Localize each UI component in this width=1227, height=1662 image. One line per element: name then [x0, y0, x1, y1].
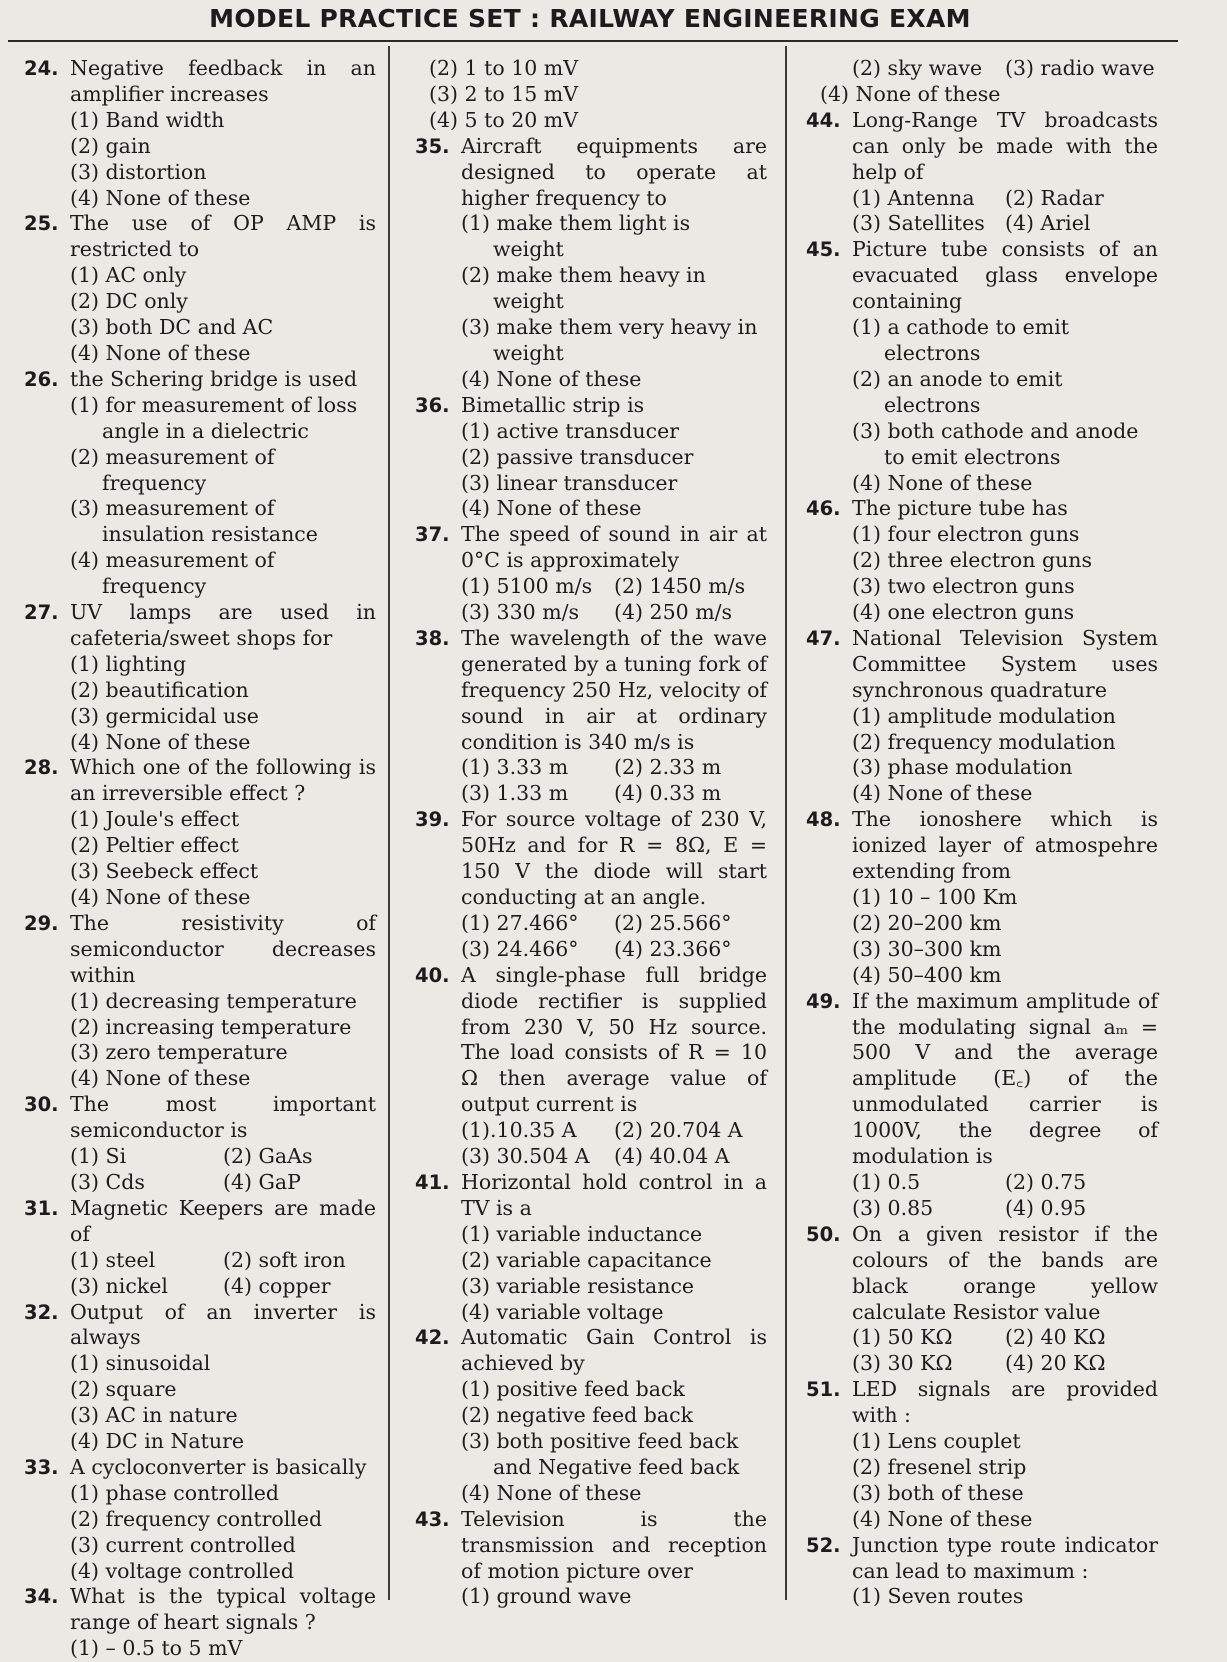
question-text: A single-phase full bridge diode rectifier is supplied from 230 V, 50 Hz source. The load consists of R = 10 Ω then average value of output current is: [461, 962, 767, 1117]
question-number: 43.: [415, 1507, 450, 1531]
option-row: [461, 755, 767, 781]
option-row: [461, 1144, 767, 1170]
question: [24, 600, 376, 652]
option: (1) Lens couplet: [852, 1429, 1021, 1454]
options: [806, 522, 1158, 626]
option: (2) 1 to 10 mV: [429, 56, 579, 80]
options: [24, 807, 376, 911]
option: (3) Cds: [70, 1169, 145, 1194]
option: (2) increasing temperature: [70, 1014, 352, 1039]
option: (1) 27.466°: [461, 910, 579, 935]
option: (4) Ariel: [1005, 211, 1091, 236]
option: (4) voltage controlled: [70, 1558, 295, 1583]
options: [415, 1584, 767, 1610]
question-item: [415, 626, 767, 807]
option: (4) 20 KΩ: [1005, 1351, 1106, 1376]
option: (2) frequency controlled: [70, 1506, 323, 1531]
question: [24, 56, 376, 108]
question-item: [415, 1507, 767, 1611]
option-row: [852, 1351, 1158, 1377]
question: [24, 1196, 376, 1248]
question-item: [415, 1325, 767, 1506]
options: [24, 989, 376, 1093]
question: [806, 626, 1158, 704]
options: [806, 1170, 1158, 1222]
question-number: 33.: [24, 1455, 59, 1479]
option: (3) 2 to 15 mV: [429, 81, 579, 106]
option-row: [806, 56, 1158, 82]
option: (1) active transducer: [461, 418, 680, 443]
question-text: A cycloconverter is basically: [70, 1454, 367, 1479]
question-text: If the maximum amplitude of the modulating signal aₘ = 500 V and the average amplitude (E꜀) of the unmodulated carrier is 1000V, the degree of modulation is: [852, 988, 1158, 1169]
option: (1) four electron guns: [852, 522, 1080, 547]
option: (4) 250 m/s: [614, 600, 733, 625]
options: [806, 1429, 1158, 1533]
option: (4) measurement of frequency: [70, 548, 275, 599]
question: [24, 755, 376, 807]
question-number: 42.: [415, 1326, 450, 1350]
question-number: 32.: [24, 1300, 59, 1324]
option: (1) Band width: [70, 107, 225, 132]
option: (4) None of these: [852, 1506, 1033, 1531]
column-3: [806, 56, 1158, 1610]
column-1: [24, 56, 376, 1662]
question-item: [24, 1092, 376, 1196]
question-number: 27.: [24, 601, 59, 625]
option: (2) beautification: [70, 677, 249, 702]
question-text: Long-Range TV broadcasts can only be made with the help of: [852, 107, 1158, 184]
option: (3) phase modulation: [852, 755, 1073, 780]
question: [806, 989, 1158, 1170]
option: (2) measurement of frequency: [70, 444, 275, 495]
option: (4) None of these: [461, 366, 642, 391]
option: (3) variable resistance: [461, 1273, 695, 1298]
question-number: 46.: [806, 497, 841, 521]
option: (3) AC in nature: [70, 1403, 238, 1428]
option: (4) None of these: [70, 340, 251, 365]
question-number: 35.: [415, 134, 450, 158]
option: (3) 330 m/s: [461, 600, 580, 625]
question-number: 28.: [24, 756, 59, 780]
option: (2) fresenel strip: [852, 1454, 1027, 1479]
question-text: On a given resistor if the colours of the bands are black orange yellow calculate Resistor value: [852, 1221, 1158, 1324]
option-row: [461, 600, 767, 626]
options: [24, 1636, 376, 1662]
question-text: Bimetallic strip is: [461, 392, 645, 417]
option: (4) None of these: [852, 781, 1033, 806]
question-text: The ionoshere which is ionized layer of atmospehre extending from: [852, 807, 1158, 884]
option: (3) 30–300 km: [852, 936, 1002, 961]
options: [415, 1222, 767, 1326]
question: [415, 134, 767, 212]
question: [806, 1377, 1158, 1429]
option-row: [70, 1144, 376, 1170]
question: [24, 1092, 376, 1144]
option: (3) make them very heavy in weight: [461, 315, 758, 365]
options: [24, 1351, 376, 1455]
question-text: For source voltage of 230 V, 50Hz and for R = 8Ω, E = 150 V the diode will start conducting at an angle.: [461, 807, 767, 909]
options: [415, 574, 767, 626]
question-number: 51.: [806, 1378, 841, 1402]
option: (2) 20.704 A: [614, 1118, 743, 1143]
option: (3) Seebeck effect: [70, 859, 259, 884]
question-item: [24, 600, 376, 755]
question: [24, 1455, 376, 1481]
question-number: 49.: [806, 989, 841, 1013]
question-item: [415, 134, 767, 393]
option: (2) make them heavy in weight: [461, 263, 706, 314]
option: (2) 40 KΩ: [1005, 1325, 1106, 1350]
question-item: [24, 755, 376, 910]
option: (2) 0.75: [1005, 1169, 1087, 1194]
question-text: Which one of the following is an irreversible effect ?: [70, 755, 376, 806]
question-item: [24, 56, 376, 211]
option: (1) make them light is weight: [461, 211, 691, 262]
option: (2) negative feed back: [461, 1403, 693, 1428]
question-text: Television is the transmission and reception of motion picture over: [461, 1506, 767, 1583]
question: [415, 1325, 767, 1377]
question-item: [415, 807, 767, 962]
question-text: Horizontal hold control in a TV is a: [461, 1169, 767, 1220]
question-number: 48.: [806, 808, 841, 832]
option-row: [461, 574, 767, 600]
options: [24, 652, 376, 756]
question-item: [415, 963, 767, 1170]
option: (2) 20–200 km: [852, 910, 1002, 935]
option-row: [852, 1325, 1158, 1351]
question-number: 45.: [806, 238, 841, 262]
option: (2) square: [70, 1377, 177, 1402]
option: (1) – 0.5 to 5 mV: [70, 1636, 243, 1661]
question-text: Negative feedback in an amplifier increases: [70, 56, 376, 106]
column-divider: [388, 46, 390, 1600]
option-row: [852, 186, 1158, 212]
options: [24, 1481, 376, 1585]
question-number: 47.: [806, 626, 841, 650]
question: [415, 626, 767, 756]
option: (2) sky wave: [852, 56, 983, 80]
question-text: Picture tube consists of an evacuated glass envelope containing: [852, 237, 1158, 314]
option: (1) AC only: [70, 263, 187, 288]
option: (2) an anode to emit electrons: [852, 366, 1063, 417]
question-number: 25.: [24, 212, 59, 236]
option: (3) nickel: [70, 1273, 168, 1298]
question-item: [806, 108, 1158, 238]
question-item: [24, 1584, 376, 1662]
option: (2) 25.566°: [614, 910, 732, 935]
question-text: UV lamps are used in cafeteria/sweet shops for: [70, 600, 376, 650]
option: (4) GaP: [223, 1169, 301, 1194]
option: (3) Satellites: [852, 211, 985, 236]
question-number: 26.: [24, 367, 59, 391]
question: [24, 1300, 376, 1352]
option: (1) 50 KΩ: [852, 1325, 953, 1350]
question-number: 29.: [24, 911, 59, 935]
question-item: [806, 1377, 1158, 1532]
question-text: Magnetic Keepers are made of: [70, 1195, 376, 1246]
option: (1) ground wave: [461, 1584, 632, 1609]
option: (4) 50–400 km: [852, 962, 1002, 987]
option-row: [70, 1248, 376, 1274]
option: (3) measurement of insulation resistance: [70, 496, 318, 547]
option: (3) two electron guns: [852, 574, 1075, 599]
question: [806, 237, 1158, 315]
option: (3) zero temperature: [70, 1040, 288, 1065]
option: (2) variable capacitance: [461, 1247, 712, 1272]
page-title: MODEL PRACTICE SET : RAILWAY ENGINEERING EXAM: [209, 4, 971, 33]
question-number: 52.: [806, 1533, 841, 1557]
option-row: [461, 781, 767, 807]
question-text: The resistivity of semiconductor decreases within: [70, 910, 376, 987]
question-number: 24.: [24, 57, 59, 80]
option: (1) amplitude modulation: [852, 703, 1116, 728]
question: [806, 807, 1158, 885]
question-number: 38.: [415, 626, 450, 650]
question-item: [806, 626, 1158, 807]
options: [806, 186, 1158, 238]
option: (4) 23.366°: [614, 936, 732, 961]
option: (4) 0.95: [1005, 1195, 1087, 1220]
question-text: The speed of sound in air at 0°C is approximately: [461, 522, 767, 573]
question-number: 30.: [24, 1093, 59, 1117]
option: (1) phase controlled: [70, 1480, 280, 1505]
options: [806, 1325, 1158, 1377]
option: (1) a cathode to emit electrons: [852, 315, 1070, 365]
question-text: National Television System Committee System uses synchronous quadrature: [852, 625, 1158, 702]
question-number: 40.: [415, 963, 450, 987]
option: (2) soft iron: [223, 1247, 346, 1272]
question-number: 39.: [415, 808, 450, 832]
options: [24, 108, 376, 212]
column-divider: [785, 46, 787, 1600]
question-text: What is the typical voltage range of heart signals ?: [70, 1584, 376, 1635]
question-text: The wavelength of the wave generated by a tuning fork of frequency 250 Hz, velocity of sound in air at ordinary condition is 340 m/s is: [461, 625, 767, 754]
question-item: [24, 1196, 376, 1300]
question-text: The most important semiconductor is: [70, 1092, 376, 1143]
question-text: LED signals are provided with :: [852, 1377, 1158, 1428]
question-number: 41.: [415, 1170, 450, 1194]
question: [24, 1584, 376, 1636]
question: [24, 911, 376, 989]
question-item: [24, 911, 376, 1092]
option: (3) linear transducer: [461, 470, 678, 495]
option: (1) Antenna: [852, 185, 975, 210]
option: (4) None of these: [70, 729, 251, 754]
option-row: [852, 211, 1158, 237]
option: (3) radio wave: [1005, 56, 1155, 80]
option: (2) 2.33 m: [614, 755, 722, 780]
question-item: [806, 989, 1158, 1222]
options: [415, 911, 767, 963]
option: (3) current controlled: [70, 1532, 296, 1557]
question-number: 37.: [415, 523, 450, 547]
option: (4) None of these: [70, 185, 251, 210]
option: (4) None of these: [70, 885, 251, 909]
options: [415, 211, 767, 392]
question: [415, 522, 767, 574]
question-item: [24, 211, 376, 366]
option: (2) 1450 m/s: [614, 574, 746, 599]
option: (2) frequency modulation: [852, 729, 1116, 754]
options: [24, 1144, 376, 1196]
question-item: [415, 1170, 767, 1325]
question-number: 34.: [24, 1585, 59, 1609]
option: (4) copper: [223, 1273, 331, 1298]
option: (1) positive feed back: [461, 1377, 685, 1402]
option: (3) 30.504 A: [461, 1144, 590, 1169]
header-rule: [8, 40, 1178, 42]
options: [24, 1248, 376, 1300]
option: (1).10.35 A: [461, 1118, 577, 1143]
option: (4) None of these: [70, 1066, 251, 1091]
question-item: [24, 367, 376, 600]
question: [806, 496, 1158, 522]
option: (1) 3.33 m: [461, 755, 569, 780]
option: (3) distortion: [70, 159, 207, 184]
option: (2) DC only: [70, 289, 188, 314]
question: [415, 807, 767, 911]
option: (4) 40.04 A: [614, 1144, 730, 1169]
option: (2) Peltier effect: [70, 833, 239, 858]
question-item: [806, 237, 1158, 496]
option: (2) Radar: [1005, 185, 1104, 210]
option: (2) gain: [70, 133, 151, 158]
option-row: [461, 911, 767, 937]
option: (1) sinusoidal: [70, 1351, 211, 1376]
question: [415, 1507, 767, 1585]
option: (4) DC in Nature: [70, 1429, 244, 1454]
option: (1) variable inductance: [461, 1221, 703, 1246]
question-item: [24, 1300, 376, 1455]
option: (4) variable voltage: [461, 1299, 664, 1324]
option: (4) None of these: [461, 496, 642, 521]
options: [806, 885, 1158, 989]
option: (3) both DC and AC: [70, 315, 274, 340]
options: [24, 393, 376, 600]
question: [24, 367, 376, 393]
question: [415, 393, 767, 419]
options: [415, 1377, 767, 1507]
question-number: 31.: [24, 1196, 59, 1220]
options: [806, 315, 1158, 496]
option: (4) None of these: [820, 81, 1001, 106]
option: (2) GaAs: [223, 1144, 313, 1169]
question-item: [806, 496, 1158, 626]
question-item: [415, 522, 767, 626]
options: [415, 1118, 767, 1170]
option: (1) 5100 m/s: [461, 574, 593, 599]
option: (1) 10 – 100 Km: [852, 885, 1018, 909]
option: (3) 24.466°: [461, 936, 579, 961]
question: [415, 1170, 767, 1222]
question-number: 36.: [415, 393, 450, 417]
option-row: [461, 1118, 767, 1144]
option: (1) Joule's effect: [70, 807, 240, 832]
option: (1) Si: [70, 1144, 127, 1169]
option: (3) both positive feed back and Negative feed back: [461, 1429, 740, 1479]
option: (1) for measurement of loss angle in a dielectric: [70, 392, 358, 443]
option: (4) None of these: [852, 470, 1033, 495]
option: (1) Seven routes: [852, 1584, 1024, 1609]
question: [806, 1533, 1158, 1585]
option-row: [461, 937, 767, 963]
question-item: [806, 1533, 1158, 1611]
column-2: [415, 56, 767, 1610]
question-item: [24, 1455, 376, 1585]
option: (3) 0.85: [852, 1195, 934, 1220]
question-text: The use of OP AMP is restricted to: [70, 211, 376, 262]
question-text: the Schering bridge is used: [70, 366, 358, 391]
option: (3) germicidal use: [70, 703, 259, 728]
question-number: 50.: [806, 1222, 841, 1246]
option-row: [852, 1196, 1158, 1222]
question-text: Output of an inverter is always: [70, 1299, 376, 1350]
option: (1) decreasing temperature: [70, 988, 357, 1013]
question: [806, 1222, 1158, 1326]
options: [415, 419, 767, 523]
option: (4) one electron guns: [852, 600, 1075, 625]
options: [806, 1584, 1158, 1610]
option: (3) 30 KΩ: [852, 1351, 953, 1376]
options: [415, 755, 767, 807]
question: [415, 963, 767, 1118]
option: (4) 5 to 20 mV: [429, 107, 579, 132]
option: (1) 0.5: [852, 1169, 921, 1194]
question-text: The picture tube has: [852, 496, 1068, 521]
option: (4) None of these: [461, 1480, 642, 1505]
option: (3) both cathode and anode to emit electrons: [852, 418, 1139, 469]
option: (1) steel: [70, 1247, 156, 1272]
option-row: [852, 1170, 1158, 1196]
question-item: [806, 807, 1158, 988]
option: (3) both of these: [852, 1480, 1024, 1505]
options: [806, 704, 1158, 808]
option: (2) passive transducer: [461, 444, 694, 469]
option: (1) lighting: [70, 651, 187, 676]
option: (4) 0.33 m: [614, 781, 722, 806]
question-item: [415, 393, 767, 523]
question: [806, 108, 1158, 186]
question-number: 44.: [806, 108, 841, 132]
question: [24, 211, 376, 263]
option-row: [70, 1170, 376, 1196]
question-item: [806, 1222, 1158, 1377]
option: (2) three electron guns: [852, 548, 1093, 573]
question-text: Aircraft equipments are designed to operate at higher frequency to: [461, 133, 767, 210]
options: [24, 263, 376, 367]
option: (3) 1.33 m: [461, 781, 569, 806]
question-text: Automatic Gain Control is achieved by: [461, 1325, 767, 1376]
option-row: [70, 1274, 376, 1300]
question-text: Junction type route indicator can lead to maximum :: [852, 1532, 1158, 1583]
